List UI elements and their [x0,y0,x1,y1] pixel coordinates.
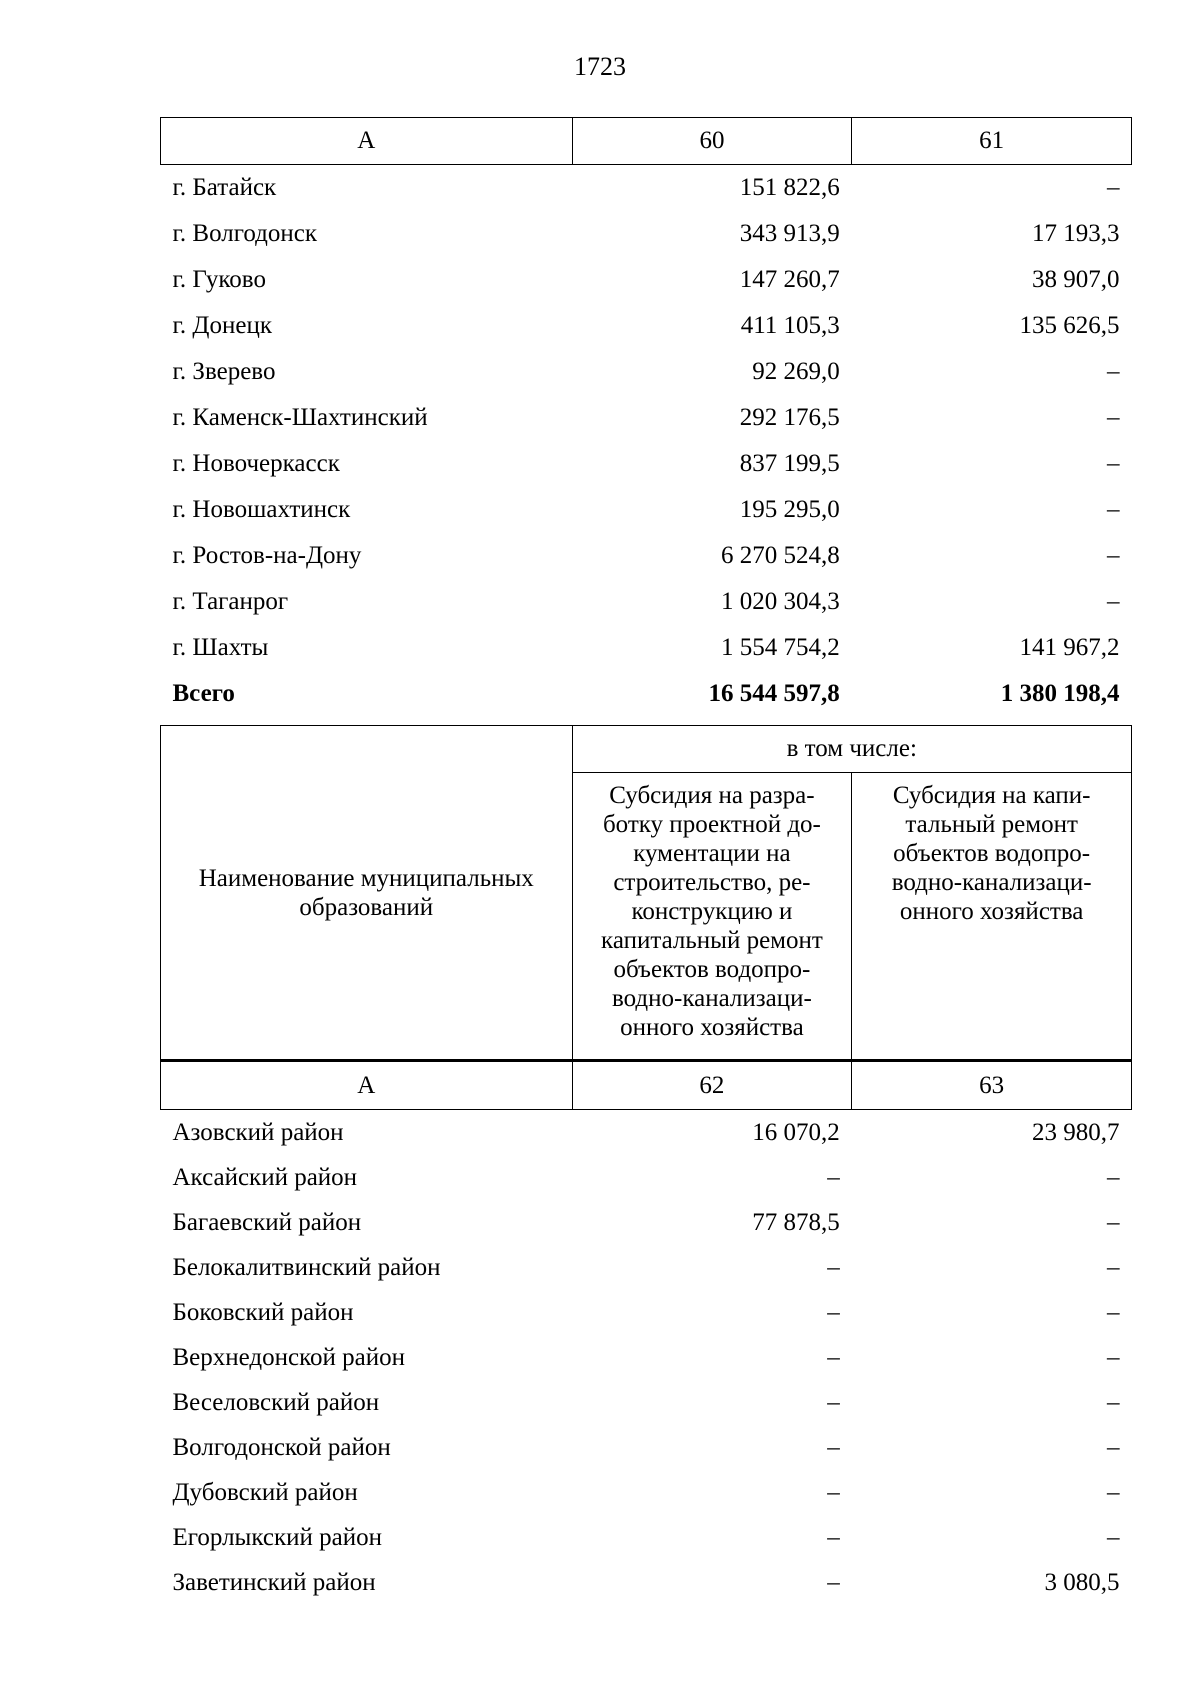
value-62: 16 070,2 [752,1118,840,1146]
col62-line: онного хозяйства [620,1014,804,1041]
col62-line: объектов водопро- [613,956,811,983]
table-row [161,303,1132,349]
value-62: – [827,1343,840,1371]
value-61: 135 626,5 [1019,312,1120,339]
value-61: – [1107,496,1120,523]
district-name: Волгодонской район [172,1433,391,1461]
table-row [161,257,1132,303]
value-60: 92 269,0 [752,358,840,385]
municipal-table-part2 [160,725,1132,1605]
value-61: – [1107,542,1120,569]
col63-line: тальный ремонт [905,811,1078,838]
value-63: – [1107,1163,1120,1191]
municipality-name: г. Шахты [172,634,269,661]
municipality-name: г. Зверево [172,358,276,385]
value-63: – [1107,1343,1120,1371]
district-name: Веселовский район [172,1388,380,1416]
municipality-name: г. Волгодонск [172,220,318,247]
table-row [161,1110,1132,1156]
value-63: – [1107,1478,1120,1506]
municipality-name: г. Гуково [172,266,266,293]
value-60: 195 295,0 [739,496,840,523]
value-62: – [827,1253,840,1281]
total-value-61: 1 380 198,4 [1000,680,1120,707]
value-63: – [1107,1388,1120,1416]
col63-line: объектов водопро- [893,840,1091,867]
value-60: 1 554 754,2 [721,634,840,661]
table-row [161,533,1132,579]
value-62: – [827,1298,840,1326]
value-63: – [1107,1523,1120,1551]
table-row [161,1155,1132,1200]
col62-line: водно-канализаци- [612,985,812,1012]
col62-line: ботку проектной до- [602,811,821,838]
col63-line: онного хозяйства [899,898,1084,925]
municipality-name: г. Батайск [172,174,277,201]
header-cell-63: 63 [852,1061,1132,1110]
district-name: Дубовский район [172,1478,358,1506]
value-60: 1 020 304,3 [721,588,840,615]
including-header: в том числе: [572,726,1131,773]
value-60: 147 260,7 [739,266,840,293]
table-row [161,211,1132,257]
district-name: Аксайский район [172,1163,358,1191]
header-cell-a: А [161,118,573,165]
value-63: – [1107,1208,1120,1236]
col62-line: капитальный ремонт [601,927,823,954]
table-row [161,1245,1132,1290]
municipality-name: г. Новошахтинск [172,496,351,523]
municipality-name: г. Ростов-на-Дону [172,542,362,569]
value-61: – [1107,174,1120,201]
table-row [161,1380,1132,1425]
table-row [161,441,1132,487]
col62-line: Субсидия на разра- [609,782,815,809]
table-row [161,1335,1132,1380]
value-60: 837 199,5 [739,450,840,477]
column-number-header [161,1061,1132,1110]
value-63: 23 980,7 [1032,1118,1120,1146]
value-61: 141 967,2 [1019,634,1120,661]
value-61: 17 193,3 [1032,220,1120,247]
col62-line: кументации на [633,840,791,867]
value-62: – [827,1568,840,1596]
municipal-table-part1 [160,117,1132,717]
value-62: 77 878,5 [752,1208,840,1236]
col62-title [572,773,852,1061]
value-60: 411 105,3 [740,312,840,339]
value-63: 3 080,5 [1044,1568,1120,1596]
value-63: – [1107,1298,1120,1326]
district-name: Белокалитвинский район [172,1253,441,1281]
value-60: 151 822,6 [739,174,840,201]
value-61: – [1107,450,1120,477]
value-61: – [1107,588,1120,615]
header-cell-61: 61 [852,118,1132,165]
col63-line: Субсидия на капи- [892,782,1091,809]
table-row [161,579,1132,625]
value-62: – [827,1163,840,1191]
page-number: 1723 [574,52,626,81]
value-62: – [827,1523,840,1551]
value-60: 343 913,9 [739,220,840,247]
header-cell-a: А [161,1061,573,1110]
value-63: – [1107,1253,1120,1281]
table-row [161,1200,1132,1245]
table-row [161,349,1132,395]
value-60: 6 270 524,8 [721,542,840,569]
col63-title [852,773,1132,1061]
total-value-60: 16 544 597,8 [708,680,840,707]
table-row [161,1470,1132,1515]
table-row [161,165,1132,212]
value-61: 38 907,0 [1032,266,1120,293]
district-name: Боковский район [172,1298,354,1326]
table-row [161,1560,1132,1605]
total-row [161,671,1132,717]
table-row [161,1425,1132,1470]
district-name: Багаевский район [172,1208,362,1236]
value-61: – [1107,404,1120,431]
value-62: – [827,1478,840,1506]
municipality-name: г. Новочеркасск [172,450,340,477]
value-60: 292 176,5 [739,404,840,431]
table-row [161,487,1132,533]
district-name: Заветинский район [172,1568,376,1596]
table-row [161,395,1132,441]
value-63: – [1107,1433,1120,1461]
name-column-header: Наименование муниципальных образований [161,726,573,1061]
header-cell-62: 62 [572,1061,852,1110]
col62-line: строительство, ре- [613,869,811,896]
total-label: Всего [172,680,235,707]
municipality-name: г. Донецк [172,312,272,339]
table-row [161,625,1132,671]
municipality-name: г. Каменск-Шахтинский [172,404,428,431]
col63-line: водно-канализаци- [891,869,1092,896]
district-name: Егорлыкский район [172,1523,382,1551]
district-name: Азовский район [172,1118,344,1146]
value-62: – [827,1388,840,1416]
municipality-name: г. Таганрог [172,588,289,615]
district-name: Верхнедонской район [172,1343,405,1371]
column-number-header [161,118,1132,165]
header-cell-60: 60 [572,118,852,165]
table-row [161,1515,1132,1560]
value-62: – [827,1433,840,1461]
table-row [161,1290,1132,1335]
value-61: – [1107,358,1120,385]
col62-line: конструкцию и [631,898,793,925]
